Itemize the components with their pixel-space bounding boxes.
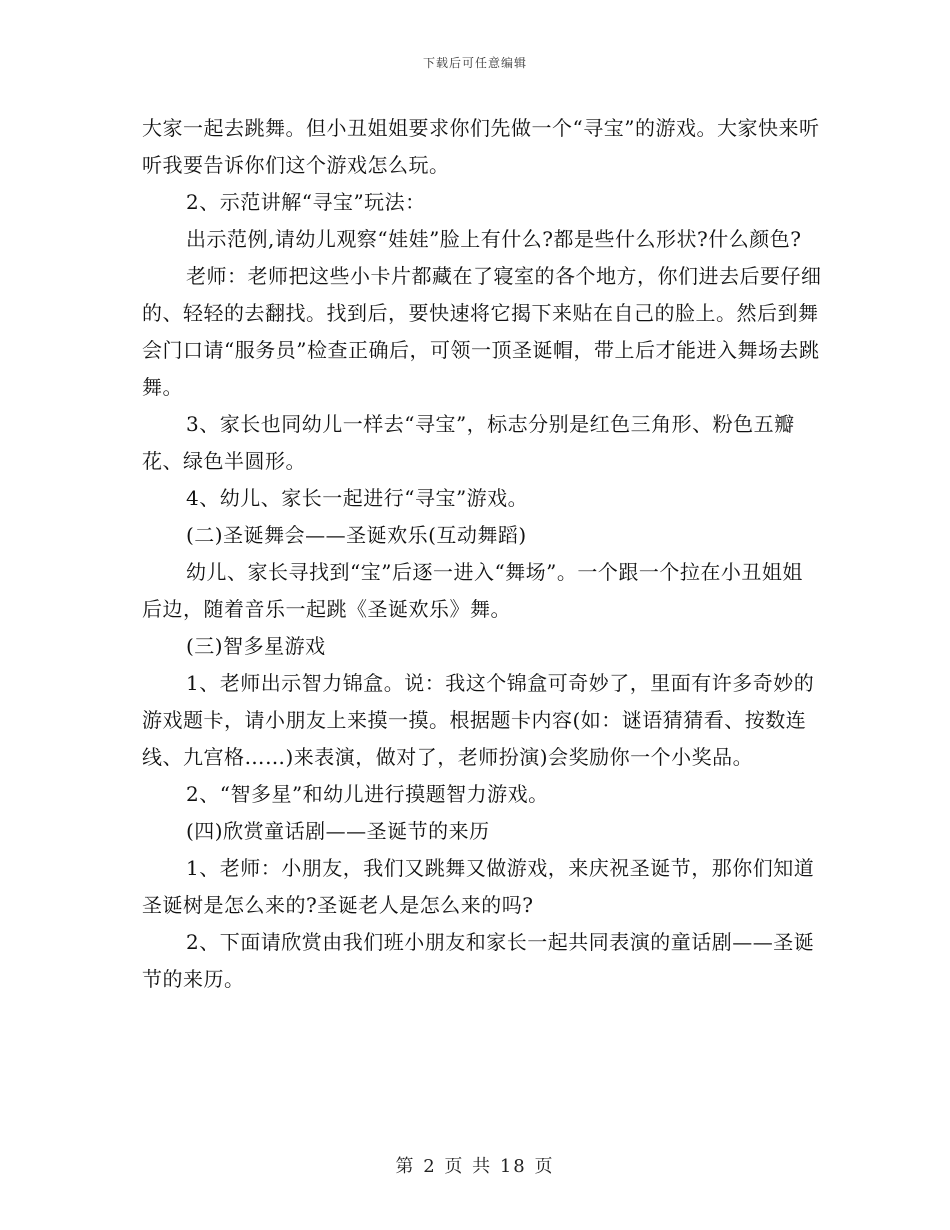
document-body [142, 110, 822, 998]
page-header: 下载后可任意编辑 [422, 56, 527, 70]
paragraph-2: 出示范例,请幼儿观察“娃娃”脸上有什么?都是些什么形状?什么颜色? [186, 227, 802, 251]
paragraph-3: 老师：老师把这些小卡片都藏在了寝室的各个地方，你们进去后要仔细的、轻轻的去翻找。找到后，要快速将它揭下来贴在自己的脸上。然后到舞会门口请“服务员”检查正确后，可领一顶圣诞帽，带上后才能进入舞场去跳舞。 [142, 264, 822, 399]
paragraph-0: 大家一起去跳舞。但小丑姐姐要求你们先做一个“寻宝”的游戏。大家快来听听我要告诉你们这个游戏怎么玩。 [142, 116, 820, 177]
section-heading-4: (四)欣赏童话剧——圣诞节的来历 [186, 819, 490, 843]
page-footer: 第 2 页 共 18 页 [395, 1156, 555, 1177]
section-heading-2: (二)圣诞舞会——圣诞欢乐(互动舞蹈) [186, 523, 527, 547]
paragraph-7: 幼儿、家长寻找到“宝”后逐一进入“舞场”。一个跟一个拉在小丑姐姐后边，随着音乐一起跳《圣诞欢乐》舞。 [142, 560, 803, 621]
paragraph-4: 3、家长也同幼儿一样去“寻宝”，标志分别是红色三角形、粉色五瓣花、绿色半圆形。 [142, 412, 795, 473]
paragraph-10: 2、“智多星”和幼儿进行摸题智力游戏。 [186, 782, 549, 806]
section-heading-3: (三)智多星游戏 [186, 634, 326, 658]
paragraph-5: 4、幼儿、家长一起进行“寻宝”游戏。 [186, 486, 529, 510]
paragraph-12: 1、老师：小朋友，我们又跳舞又做游戏，来庆祝圣诞节，那你们知道圣诞树是怎么来的?圣诞老人是怎么来的吗? [142, 856, 815, 917]
paragraph-13: 2、下面请欣赏由我们班小朋友和家长一起共同表演的童话剧——圣诞节的来历。 [142, 930, 815, 991]
paragraph-9: 1、老师出示智力锦盒。说：我这个锦盒可奇妙了，里面有许多奇妙的游戏题卡，请小朋友上来摸一摸。根据题卡内容(如：谜语猜猜看、按数连线、九宫格……)来表演，做对了，老师扮演)会奖励你一个小奖品。 [142, 671, 815, 769]
paragraph-1: 2、示范讲解“寻宝”玩法： [186, 190, 426, 214]
